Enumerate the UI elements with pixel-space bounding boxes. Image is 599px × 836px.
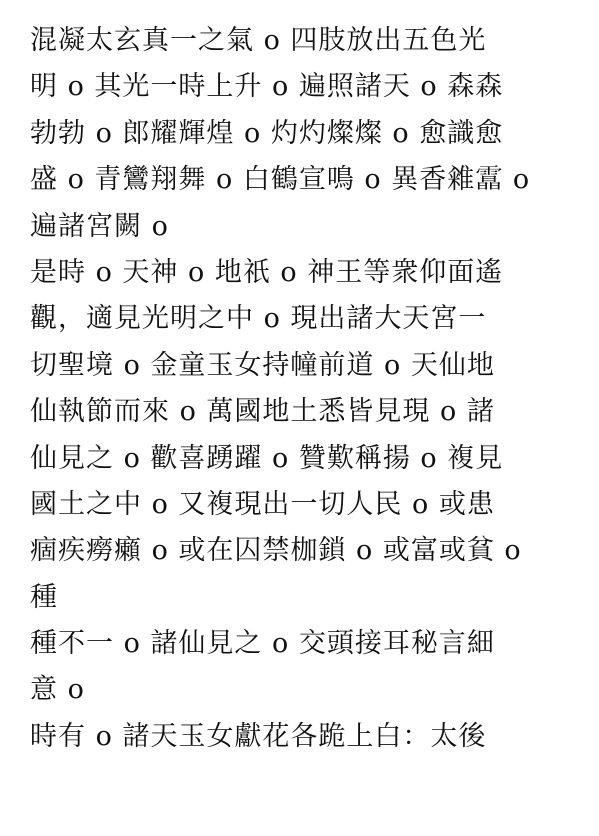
text-line: 是時 o 天神 o 地祇 o 神王等衆仰面遙 [30,256,504,288]
text-line: 勃勃 o 郎耀輝煌 o 灼灼燦燦 o 愈識愈 [30,117,504,149]
text-line: 遍諸宮闕 o [30,210,169,242]
text-line: 國土之中 o 又複現出一切人民 o 或患 [30,488,495,520]
text-line: 種不一 o 諸仙見之 o 交頭接耳秘言細 [30,628,495,660]
text-line: 觀，適見光明之中 o 現出諸大天宮一 [30,303,487,335]
text-line: 痼疾癆癩 o 或在囚禁枷鎖 o 或富或貧 o [30,535,522,567]
text-line: 意 o [30,674,85,706]
text-line: 仙見之 o 歡喜踴躍 o 贊歎稱揚 o 複見 [30,442,504,474]
document-page [30,18,575,760]
text-line: 明 o 其光一時上升 o 遍照諸天 o 森森 [30,71,504,103]
text-line: 仙執節而來 o 萬國地土悉皆見現 o 諸 [30,396,495,428]
text-line: 切聖境 o 金童玉女持幢前道 o 天仙地 [30,349,495,381]
text-line: 種 [30,581,58,613]
text-line: 盛 o 青鸞翔舞 o 白鶴宣鳴 o 異香䨀𩅟 o [30,164,531,196]
text-line: 混凝太玄真一之氣 o 四肢放出五色光 [30,25,487,56]
text-line: 時有 o 諸天玉女獻花各跪上白：太後 [30,720,487,752]
